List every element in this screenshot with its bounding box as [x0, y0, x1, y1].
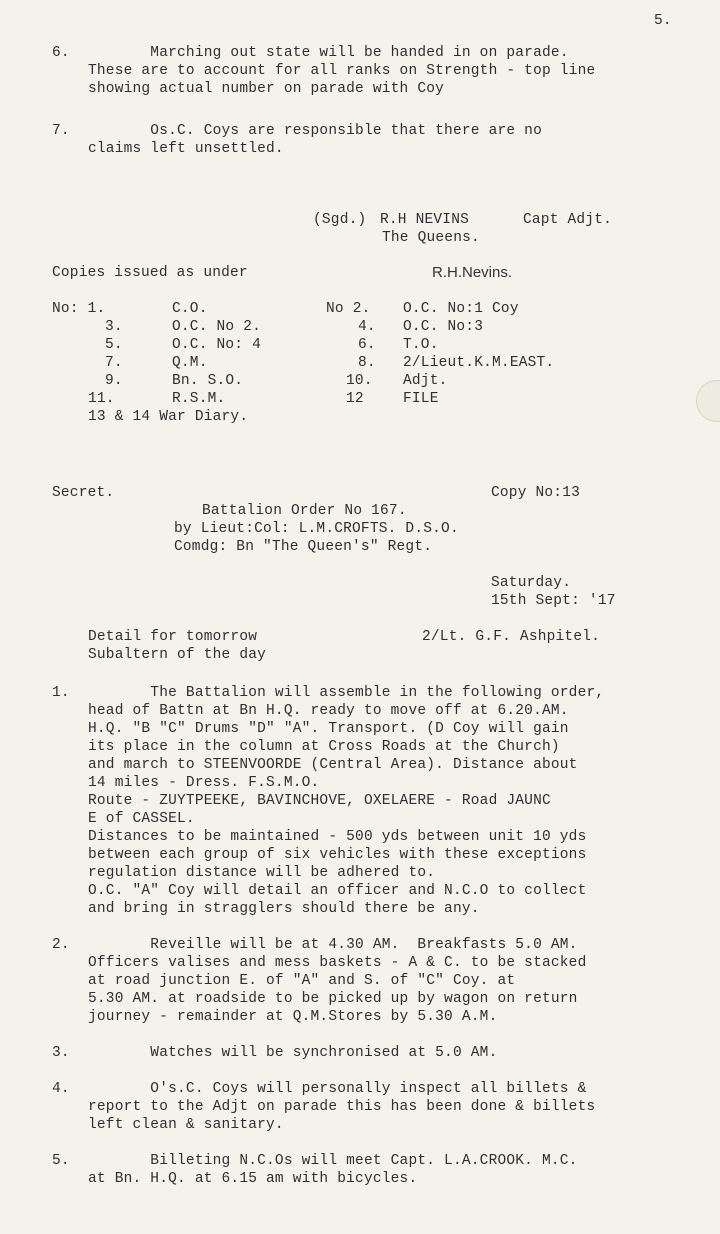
- order-para-1-line: The Battalion will assemble in the following order,: [88, 685, 605, 701]
- order-day: Saturday.: [491, 575, 572, 591]
- order-para-2-line: Officers valises and mess baskets - A & C. to be stacked: [88, 955, 587, 971]
- order-para-1-line: its place in the column at Cross Roads at the Church): [88, 739, 560, 755]
- copy-no: 4.: [358, 319, 376, 335]
- copy-recipient: Q.M.: [172, 355, 208, 371]
- order-para-1-line: between each group of six vehicles with these exceptions: [88, 847, 587, 863]
- signature-name: R.H NEVINS: [380, 212, 470, 228]
- signature-unit: The Queens.: [382, 230, 480, 246]
- order-para-1-number: 1.: [52, 685, 70, 701]
- copy-number: Copy No:13: [491, 485, 581, 501]
- copy-no: 11.: [88, 391, 115, 407]
- para-6-line: These are to account for all ranks on Strength - top line: [88, 63, 596, 79]
- para-7-number: 7.: [52, 123, 70, 139]
- order-para-2-number: 2.: [52, 937, 70, 953]
- order-para-1-line: E of CASSEL.: [88, 811, 195, 827]
- copy-recipient: O.C. No 2.: [172, 319, 262, 335]
- order-para-1-line: and bring in stragglers should there be any.: [88, 901, 480, 917]
- copy-no: 8.: [358, 355, 376, 371]
- para-6-line: showing actual number on parade with Coy: [88, 81, 445, 97]
- order-para-1-line: O.C. "A" Coy will detail an officer and N.C.O to collect: [88, 883, 587, 899]
- copy-recipient: O.C. No:1 Coy: [403, 301, 519, 317]
- copy-no: 10.: [346, 373, 373, 389]
- order-title: Battalion Order No 167.: [202, 503, 407, 519]
- copy-no: No: 1.: [52, 301, 106, 317]
- order-para-4-line: O's.C. Coys will personally inspect all billets &: [88, 1081, 587, 1097]
- order-date: 15th Sept: '17: [491, 593, 616, 609]
- order-para-4-number: 4.: [52, 1081, 70, 1097]
- para-7-line: Os.C. Coys are responsible that there are no: [88, 123, 542, 139]
- copy-recipient: O.C. No:3: [403, 319, 484, 335]
- order-comdg: Comdg: Bn "The Queen's" Regt.: [174, 539, 433, 555]
- copy-recipient: Adjt.: [403, 373, 448, 389]
- punch-hole: [696, 380, 720, 422]
- order-para-1-line: Distances to be maintained - 500 yds between unit 10 yds: [88, 829, 587, 845]
- copy-recipient: C.O.: [172, 301, 208, 317]
- order-para-1-line: H.Q. "B "C" Drums "D" "A". Transport. (D Coy will gain: [88, 721, 569, 737]
- order-para-5-number: 5.: [52, 1153, 70, 1169]
- order-para-5-line: Billeting N.C.Os will meet Capt. L.A.CROOK. M.C.: [88, 1153, 578, 1169]
- copy-recipient: T.O.: [403, 337, 439, 353]
- order-para-5-line: at Bn. H.Q. at 6.15 am with bicycles.: [88, 1171, 418, 1187]
- order-para-2-line: journey - remainder at Q.M.Stores by 5.30 A.M.: [88, 1009, 498, 1025]
- detail-label: Subaltern of the day: [88, 647, 267, 663]
- order-para-3-line: Watches will be synchronised at 5.0 AM.: [88, 1045, 498, 1061]
- detail-name: 2/Lt. G.F. Ashpitel.: [422, 629, 601, 645]
- order-by: by Lieut:Col: L.M.CROFTS. D.S.O.: [174, 521, 459, 537]
- detail-label: Detail for tomorrow: [88, 629, 258, 645]
- copy-no: 5.: [105, 337, 123, 353]
- copy-recipient: Bn. S.O.: [172, 373, 244, 389]
- order-para-1-line: Route - ZUYTPEEKE, BAVINCHOVE, OXELAERE - Road JAUNC: [88, 793, 551, 809]
- order-para-3-number: 3.: [52, 1045, 70, 1061]
- signature-sgd-prefix: (Sgd.): [313, 212, 367, 228]
- copy-no: 9.: [105, 373, 123, 389]
- copy-no: 3.: [105, 319, 123, 335]
- copy-recipient: 2/Lieut.K.M.EAST.: [403, 355, 555, 371]
- order-para-2-line: at road junction E. of "A" and S. of "C" Coy. at: [88, 973, 516, 989]
- copies-title: Copies issued as under: [52, 265, 248, 281]
- order-para-4-line: report to the Adjt on parade this has been done & billets: [88, 1099, 596, 1115]
- order-para-1-line: and march to STEENVOORDE (Central Area). Distance about: [88, 757, 578, 773]
- order-para-2-line: Reveille will be at 4.30 AM. Breakfasts 5.0 AM.: [88, 937, 578, 953]
- page-number: 5.: [654, 13, 672, 29]
- copy-recipient: O.C. No: 4: [172, 337, 262, 353]
- secret-label: Secret.: [52, 485, 115, 501]
- para-6-line: Marching out state will be handed in on parade.: [88, 45, 569, 61]
- copy-no: 12: [346, 391, 364, 407]
- copy-no: 7.: [105, 355, 123, 371]
- order-para-1-line: regulation distance will be adhered to.: [88, 865, 436, 881]
- order-para-2-line: 5.30 AM. at roadside to be picked up by wagon on return: [88, 991, 578, 1007]
- para-6-number: 6.: [52, 45, 70, 61]
- copy-recipient: R.S.M.: [172, 391, 226, 407]
- copy-war-diary: 13 & 14 War Diary.: [88, 409, 249, 425]
- signature-role: Capt Adjt.: [523, 212, 613, 228]
- para-7-line: claims left unsettled.: [88, 141, 284, 157]
- order-para-1-line: head of Battn at Bn H.Q. ready to move off at 6.20.AM.: [88, 703, 569, 719]
- copy-no: No 2.: [326, 301, 371, 317]
- copy-no: 6.: [358, 337, 376, 353]
- signature-handwritten: R.H.Nevins.: [432, 264, 513, 281]
- order-para-1-line: 14 miles - Dress. F.S.M.O.: [88, 775, 320, 791]
- order-para-4-line: left clean & sanitary.: [88, 1117, 284, 1133]
- copy-recipient: FILE: [403, 391, 439, 407]
